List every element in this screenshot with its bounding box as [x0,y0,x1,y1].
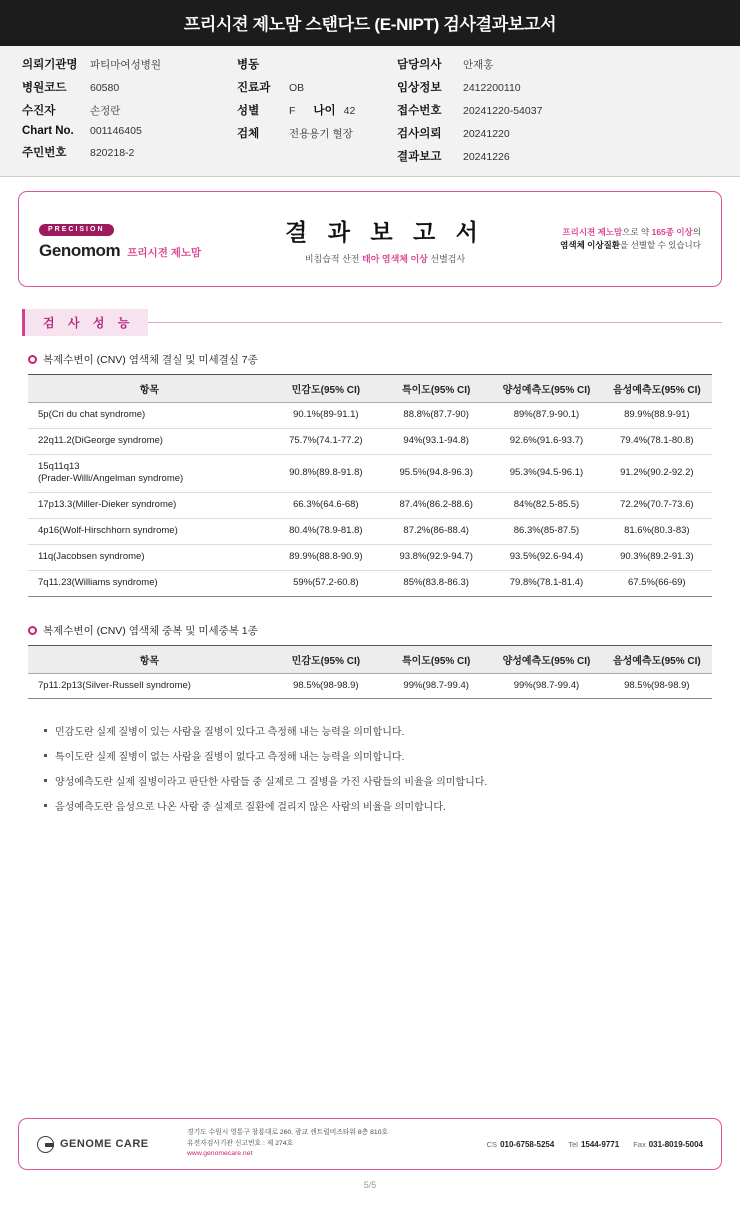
cell-metric-4: 91.2%(90.2-92.2) [602,454,712,493]
cell-metric-3: 99%(98.7-99.4) [491,673,601,699]
note-text: 음성예측도란 음성으로 나온 사람 중 실제로 질환에 걸리지 않은 사람의 비율을 의미합니다. [55,802,446,814]
col-header-sensitivity: 민감도(95% CI) [271,645,381,673]
cell-metric-1: 59%(57.2-60.8) [271,570,381,596]
page-title: 프리시젼 제노맘 스탠다드 (E-NIPT) 검사결과보고서 [0,0,740,46]
contact-fax-value: 031-8019-5004 [648,1139,703,1149]
genome-care-logo [37,1136,187,1153]
cell-metric-1: 90.1%(89-91.1) [271,403,381,429]
info-value: 2412200110 [463,82,521,94]
cell-metric-2: 95.5%(94.8-96.3) [381,454,491,493]
section-header [22,309,722,336]
patient-info-column-2 [237,56,397,164]
cell-metric-2: 93.8%(92.9-94.7) [381,544,491,570]
note-item [44,773,722,788]
genome-care-wordmark: GENOME CARE [60,1138,149,1150]
info-value: 손정란 [90,105,121,117]
note-bullet-icon [44,754,47,757]
info-row-hospital-code [22,79,237,95]
address-line-2: 유전자검사기관 신고번호 : 제 274호 [187,1139,294,1147]
cell-metric-1: 98.5%(98-98.9) [271,673,381,699]
info-label: 병원코드 [22,82,67,94]
info-label-age: 나이 [313,105,336,117]
note-item [44,798,722,813]
cell-item: 5p(Cri du chat syndrome) [28,403,271,429]
col-header-specificity: 특이도(95% CI) [381,375,491,403]
tagline-disease: 염색체 이상질환 [560,240,620,250]
contact-cs [487,1140,555,1149]
table-row [28,544,712,570]
cell-metric-2: 94%(93.1-94.8) [381,428,491,454]
precision-badge: PRECISION [39,224,114,236]
col-header-item: 항목 [28,645,271,673]
cell-metric-2: 87.4%(86.2-88.6) [381,493,491,519]
cell-metric-2: 85%(83.8-86.3) [381,570,491,596]
col-header-sensitivity: 민감도(95% CI) [271,375,381,403]
info-label: 의뢰기관명 [22,59,78,71]
cell-metric-4: 81.6%(80.3-83) [602,519,712,545]
info-row-ward [237,56,397,72]
contact-tel [568,1140,619,1149]
info-row-patient-name [22,102,237,118]
info-value: 001146405 [90,125,142,137]
report-sub-highlight: 태아 염색체 이상 [362,253,428,264]
tagline-text-1: 으로 약 [622,227,652,238]
cell-metric-3: 89%(87.9-90.1) [491,403,601,429]
contact-cs-label: CS [486,1139,498,1149]
info-label: 주민번호 [22,147,67,159]
info-label: 성별 [237,105,260,117]
info-value: OB [289,82,305,94]
info-label: 임상정보 [397,82,442,94]
info-row-doctor [397,56,657,72]
table-row [28,428,712,454]
table1-heading [28,352,722,367]
cell-metric-1: 90.8%(89.8-91.8) [271,454,381,493]
contact-tel-value: 1544-9771 [580,1139,620,1149]
report-heading: 결 과 보 고 서 [285,218,485,245]
definition-notes [44,723,722,813]
note-text: 특이도란 실제 질병이 없는 사람을 질병이 없다고 측정해 내는 능력을 의미합니다. [55,752,405,764]
genomom-logo [39,241,249,261]
company-website[interactable]: www.genomecare.net [187,1150,253,1158]
info-label: Chart No. [22,125,74,137]
info-label: 담당의사 [397,59,442,71]
table2-heading [28,623,722,638]
patient-info-column-1 [22,56,237,164]
cell-metric-3: 79.8%(78.1-81.4) [491,570,601,596]
genomom-wordmark: Genomom [39,240,121,260]
contact-tel-label: Tel [568,1139,578,1149]
brand-logo-area [39,218,249,261]
tagline-line-2 [521,239,701,252]
cell-metric-2: 88.8%(87.7-90) [381,403,491,429]
performance-table-deletions [28,374,712,597]
cell-metric-4: 90.3%(89.2-91.3) [602,544,712,570]
info-value: 안재홍 [463,59,494,71]
cell-item: 22q11.2(DiGeorge syndrome) [28,428,271,454]
info-label: 검체 [237,128,260,140]
info-row-order-date [397,125,657,141]
info-row-resident-no [22,144,237,160]
col-header-npv: 음성예측도(95% CI) [602,375,712,403]
brand-header-box [18,191,722,287]
info-row-accession-no [397,102,657,118]
info-label: 결과보고 [397,151,442,163]
table1-heading-text: 복제수변이 (CNV) 염색체 결실 및 미세결실 7종 [43,354,258,366]
info-row-report-date [397,148,657,164]
note-item [44,748,722,763]
info-value: 20241220-54037 [463,105,543,117]
cell-item: 15q11q13 (Prader-Willi/Angelman syndrome) [28,454,271,493]
cell-metric-3: 86.3%(85-87.5) [491,519,601,545]
cell-metric-4: 79.4%(78.1-80.8) [602,428,712,454]
contact-info [487,1140,703,1149]
info-label: 병동 [237,59,260,71]
contact-fax [633,1140,703,1149]
report-sub-pre: 비침습적 산전 [304,253,362,264]
info-row-clinical-info [397,79,657,95]
bullet-icon [28,626,37,635]
cell-metric-2: 99%(98.7-99.4) [381,673,491,699]
info-value: F [289,105,296,117]
col-header-item: 항목 [28,375,271,403]
brand-tagline [521,226,701,252]
cell-metric-3: 92.6%(91.6-93.7) [491,428,601,454]
info-value: 820218-2 [90,147,135,159]
cell-metric-2: 87.2%(86-88.4) [381,519,491,545]
table-row [28,519,712,545]
info-row-chart-no [22,125,237,137]
cell-item: 11q(Jacobsen syndrome) [28,544,271,570]
table2-body [28,673,712,699]
cell-item: 17p13.3(Miller-Dieker syndrome) [28,493,271,519]
cell-metric-1: 66.3%(64.6-68) [271,493,381,519]
note-bullet-icon [44,804,47,807]
table-row [28,454,712,493]
note-bullet-icon [44,729,47,732]
patient-info-block [0,46,740,177]
table1-body [28,403,712,597]
performance-table-duplications [28,645,712,700]
info-label: 수진자 [22,105,56,117]
page-number: 5/5 [363,1180,377,1190]
report-body [0,177,740,813]
info-value: 60580 [90,82,120,94]
contact-cs-value: 010-6758-5254 [500,1139,555,1149]
tagline-text-2: 의 [692,227,701,238]
cell-metric-3: 95.3%(94.5-96.1) [491,454,601,493]
tagline-text-3: 을 선별할 수 있습니다 [620,240,701,250]
info-value-age: 42 [343,105,356,117]
col-header-npv: 음성예측도(95% CI) [602,645,712,673]
cell-item: 7q11.23(Williams syndrome) [28,570,271,596]
table-row [28,493,712,519]
info-row-department [237,79,397,95]
note-bullet-icon [44,779,47,782]
cell-metric-4: 72.2%(70.7-73.6) [602,493,712,519]
contact-fax-label: Fax [633,1139,646,1149]
cell-metric-1: 80.4%(78.9-81.8) [271,519,381,545]
cell-metric-3: 93.5%(92.6-94.4) [491,544,601,570]
table2-heading-text: 복제수변이 (CNV) 염색체 중복 및 미세중복 1종 [43,624,258,637]
footer-box [18,1118,722,1170]
cell-metric-4: 67.5%(66-69) [602,570,712,596]
info-row-institution [22,56,237,72]
address-line-1: 경기도 수원시 영통구 창룡대로 260, 광교 센트럴비즈타워 8층 810호 [187,1128,389,1136]
info-label: 접수번호 [397,105,442,117]
info-value: 20241220 [463,128,510,140]
tagline-brand: 프리시젼 제노맘 [562,227,623,238]
info-label: 진료과 [237,82,271,94]
bullet-icon [28,355,37,364]
note-item [44,723,722,738]
tagline-count: 165종 이상 [651,227,693,238]
cell-metric-4: 89.9%(88.9-91) [602,403,712,429]
table-header-row [28,645,712,673]
cell-metric-4: 98.5%(98-98.9) [602,673,712,699]
info-row-specimen [237,125,397,141]
info-value: 파티마여성병원 [90,59,162,71]
info-label: 검사의뢰 [397,128,442,140]
report-title-area [249,214,521,265]
report-sub-post: 선별검사 [427,253,466,264]
report-subheading [249,252,521,265]
col-header-ppv: 양성예측도(95% CI) [491,645,601,673]
genomom-korean-label: 프리시젼 제노맘 [127,246,202,259]
cell-metric-1: 75.7%(74.1-77.2) [271,428,381,454]
tagline-line-1 [521,226,701,239]
cell-item: 7p11.2p13(Silver-Russell syndrome) [28,673,271,699]
info-value: 20241226 [463,151,510,163]
note-text: 양성예측도란 실제 질병이라고 판단한 사람들 중 실제로 그 질병을 가진 사람들의 비율을 의미합니다. [55,777,488,789]
info-row-sex-age [237,102,397,118]
cell-metric-1: 89.9%(88.8-90.9) [271,544,381,570]
note-text: 민감도란 실제 질병이 있는 사람을 질병이 있다고 측정해 내는 능력을 의미합니다. [55,727,405,739]
section-title: 검 사 성 능 [22,309,148,336]
col-header-specificity: 특이도(95% CI) [381,645,491,673]
table-header-row [28,375,712,403]
genome-care-mark-icon [37,1136,54,1153]
company-address [187,1128,487,1161]
table-row [28,403,712,429]
info-value: 전용용기 혈장 [289,128,353,140]
patient-info-column-3 [397,56,657,164]
table-row [28,570,712,596]
table-row [28,673,712,699]
section-divider [148,322,722,323]
cell-metric-3: 84%(82.5-85.5) [491,493,601,519]
col-header-ppv: 양성예측도(95% CI) [491,375,601,403]
cell-item: 4p16(Wolf-Hirschhorn syndrome) [28,519,271,545]
